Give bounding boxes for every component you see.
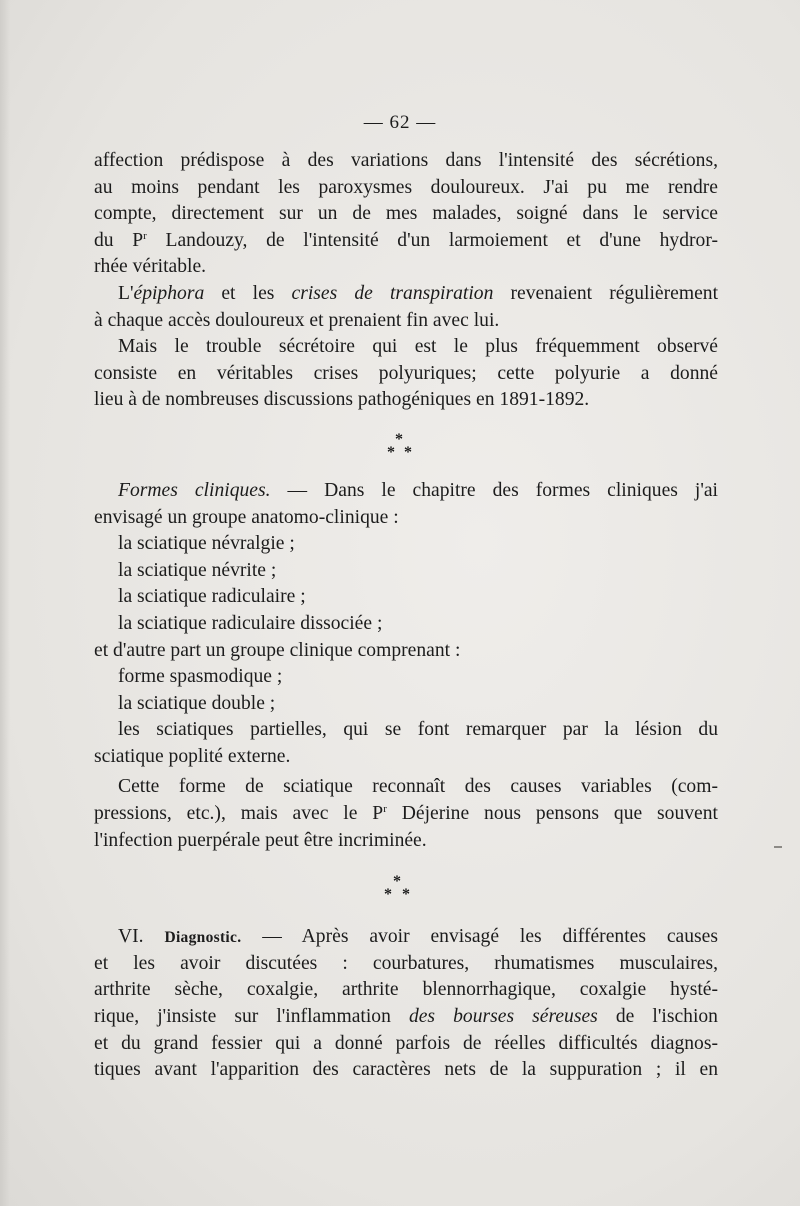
separator-star: * (404, 443, 412, 461)
section-heading-diagnostic: Diagnostic. (164, 929, 242, 947)
list-item: la sciatique névrite ; (118, 559, 277, 581)
asterism-separator (94, 414, 718, 478)
asterism-separator (94, 854, 718, 924)
text-line: et les avoir discutées : courbatures, rhumatismes musculaires, (94, 952, 718, 974)
text-line: à chaque accès douloureux et prenaient fin avec lui. (94, 309, 500, 331)
text-run: — Dans le chapitre des formes cliniques j'ai (270, 479, 719, 501)
text-line: tiques avant l'apparition des caractères nets de la suppuration ; il en (94, 1059, 718, 1081)
superscript: r (383, 803, 387, 816)
text-line: et d'autre part un groupe clinique comprenant : (94, 639, 461, 661)
text-run: du P (94, 229, 144, 251)
text-line-epiphora (94, 281, 718, 308)
page-left-edge-shadow (0, 0, 10, 1206)
text-line: et du grand fessier qui a donné parfois de réelles difficultés diagnos- (94, 1032, 718, 1054)
text-line: arthrite sèche, coxalgie, arthrite blennorrhagique, coxalgie hysté- (94, 979, 718, 1001)
text-run: — Après avoir envisagé les différentes causes (241, 926, 718, 948)
text-run: revenaient régulièrement (493, 282, 719, 304)
margin-mark (774, 846, 782, 848)
page-body (94, 148, 718, 1084)
separator-star: * (384, 886, 392, 904)
text-run: L' (118, 282, 134, 304)
text-run: de l'intensité d'un larmoiement et d'une hydror- (266, 229, 718, 251)
section-heading-formes: Formes cliniques. (118, 479, 271, 501)
text-line: l'infection puerpérale peut être incriminée. (94, 829, 427, 851)
text-run: Landouzy, (146, 229, 267, 251)
text-line: affection prédispose à des variations dans l'intensité des sécrétions, (94, 150, 718, 171)
text-line-landouzy (94, 228, 718, 255)
page-number: — 62 — (363, 112, 437, 133)
section-number: VI. (118, 926, 165, 948)
text-line: les sciatiques partielles, qui se font remarquer par la lésion du (118, 719, 718, 741)
italic-term: des bourses séreuses (408, 1006, 598, 1028)
separator-star: * (395, 430, 403, 448)
list-item: la sciatique double ; (118, 692, 276, 714)
list-item: la sciatique névralgie ; (118, 533, 295, 555)
text-run: pressions, etc.), mais avec le P (94, 803, 384, 825)
italic-term: épiphora (133, 282, 205, 304)
list-item: forme spasmodique ; (118, 666, 283, 688)
separator-star: * (393, 873, 401, 891)
text-line-bourses (94, 1004, 718, 1031)
text-line-diagnostic (94, 924, 718, 951)
text-line: envisagé un groupe anatomo-clinique : (94, 506, 399, 528)
text-line: rhée véritable. (94, 256, 207, 278)
text-line: sciatique poplité externe. (94, 745, 291, 767)
text-line: Cette forme de sciatique reconnaît des causes variables (com- (118, 776, 718, 798)
superscript: r (143, 229, 147, 242)
text-run: Déjerine nous pensons que souvent (386, 803, 718, 825)
text-run: et les (204, 282, 292, 304)
text-run: de l'ischion (597, 1006, 718, 1028)
text-line: compte, directement sur un de mes malades, soigné dans le service (94, 203, 718, 225)
text-run: rique, j'insiste sur l'inflammation (94, 1006, 409, 1028)
text-line-dejerine (94, 801, 718, 828)
text-line: consiste en véritables crises polyuriques; cette polyurie a donné (94, 362, 718, 384)
text-line-formes (94, 478, 718, 505)
list-item: la sciatique radiculaire dissociée ; (118, 612, 383, 634)
text-line: lieu à de nombreuses discussions pathogéniques en 1891-1892. (94, 389, 590, 411)
separator-star: * (402, 886, 410, 904)
list-item: la sciatique radiculaire ; (118, 586, 306, 608)
italic-term: crises de transpiration (291, 282, 494, 304)
text-line: au moins pendant les paroxysmes douloureux. J'ai pu me rendre (94, 176, 718, 198)
text-line: Mais le trouble sécrétoire qui est le plus fréquemment observé (118, 336, 718, 358)
separator-star: * (387, 443, 395, 461)
